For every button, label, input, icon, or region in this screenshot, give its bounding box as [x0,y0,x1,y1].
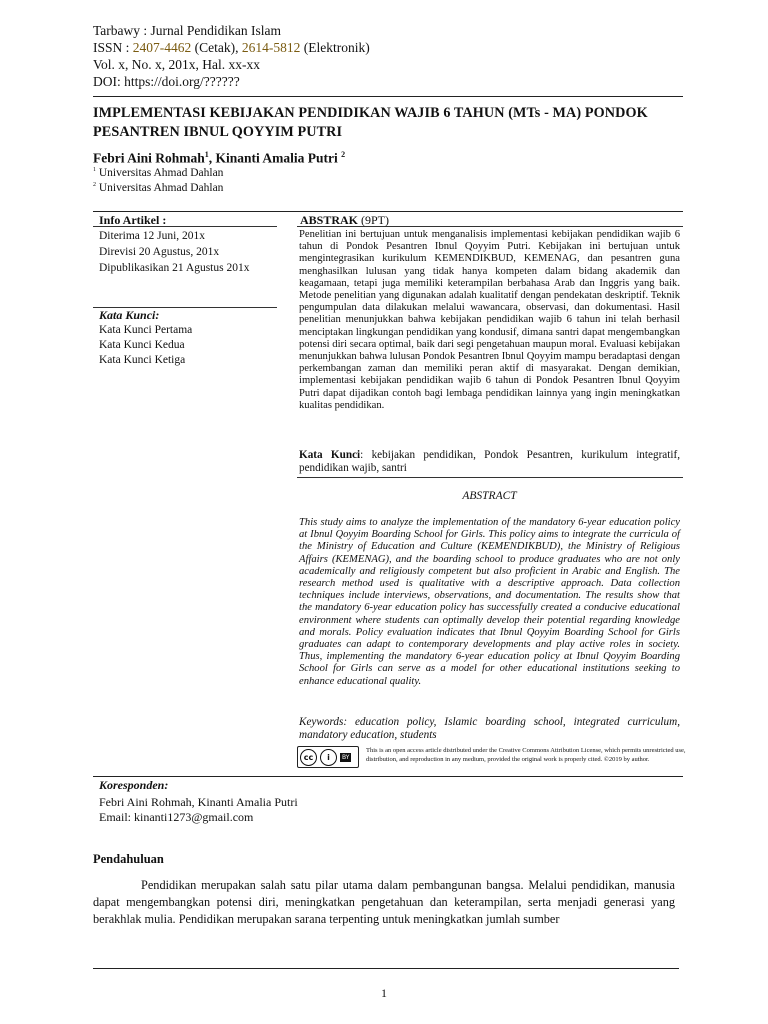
abstrak-heading-note: (9PT) [358,213,390,227]
affiliation-2 [93,182,223,194]
info-bottom-rule [93,776,683,777]
intro-paragraph: Pendidikan merupakan salah satu pilar utama dalam pembangunan bangsa. Melalui pendidikan, manusia dapat mengembangkan potensi diri, meningkatkan pengetahuan dan keterampilan, serta menjadi generasi yang berakhlak mulia. Pendidikan merupakan sarana terpenting untuk meningkatkan jumlah sumber [93,878,675,926]
abstract-keywords: Keywords: education policy, Islamic boarding school, integrated curriculum, mandatory education, students [299,716,680,741]
cc-by-badge[interactable] [297,746,359,768]
abstrak-keywords [299,449,680,475]
abstrak-heading-line [300,213,389,228]
journal-header [93,22,370,90]
abstrak-bottom-rule [297,477,683,478]
issn-label: ISSN : [93,40,133,55]
affiliation-2-sup: 2 [93,182,96,189]
abstract-heading: ABSTRACT [462,490,517,502]
journal-name: Tarbawy : Jurnal Pendidikan Islam [93,23,282,38]
correspondent-names: Febri Aini Rohmah, Kinanti Amalia Putri [99,795,298,809]
issn-online-note: (Elektronik) [300,40,370,55]
issn-online: 2614-5812 [241,40,301,55]
keyword-2: Kata Kunci Kedua [99,339,185,351]
header-rule [93,96,683,97]
paper-title: IMPLEMENTASI KEBIJAKAN PENDIDIKAN WAJIB 6 TAHUN (MTs - MA) PONDOK PESANTREN IBNUL QOYYIM PUTRI [93,105,648,140]
license-text: This is an open access article distributed under the Creative Commons Attribution License, which permits unrestricted use, distribution, and reproduction in any medium, provided the original work is properly cited. ©2019 by author. [366,747,686,763]
affiliation-1-text: Universitas Ahmad Dahlan [96,167,224,179]
authors-line [93,150,345,167]
by-label: BY [342,753,350,761]
received-date: Diterima 12 Juni, 201x [99,230,206,242]
issn-line [93,39,370,56]
keyword-3: Kata Kunci Ketiga [99,354,186,366]
author-1-sup: 1 [204,150,209,159]
affiliation-1 [93,167,223,179]
page-number: 1 [381,986,387,1000]
correspondent-heading: Koresponden: [99,778,169,792]
info-top-rule [93,211,683,212]
revised-date: Direvisi 20 Agustus, 201x [99,246,220,258]
author-2-sup: 2 [341,150,346,159]
footer-rule [93,968,679,969]
author-1: Febri Aini Rohmah [93,150,205,166]
keyword-1: Kata Kunci Pertama [99,324,193,336]
abstrak-kw-label: Kata Kunci [299,449,361,461]
affiliation-1-sup: 1 [93,167,96,174]
intro-heading: Pendahuluan [93,852,164,866]
affiliation-2-text: Universitas Ahmad Dahlan [96,182,224,194]
volume-line: Vol. x, No. x, 201x, Hal. xx-xx [93,57,260,72]
issn-print-note: (Cetak), [191,40,242,55]
abstrak-heading: ABSTRAK [300,213,359,227]
abstrak-text: Penelitian ini bertujuan untuk menganalisis implementasi kebijakan pendidikan wajib 6 tahun di Pondok Pesantren Ibnul Qoyyim Putri. Kebijakan ini bertujuan untuk mengintegrasikan kurikulum KEMENDIKBUD, KEMENAG, dan pesantren guna menghasilkan lulusan yang tidak hanya kompeten dalam bidang akademik dan keagamaan, tetapi juga memiliki keterampilan berbahasa Arab dan Inggris yang baik. Metode penelitian yang digunakan adalah kualitatif dengan pendekatan deskriptif. Teknik pengumpulan data dilakukan melalui wawancara, observasi, dan dokumentasi. Hasil penelitian menunjukkan bahwa kebijakan pendidikan wajib 6 tahun ini telah berhasil menciptakan lingkungan pendidikan yang kondusif, dimana santri dapat mengembangkan potensi diri secara optimal, baik dari segi pengetahuan maupun moral. Evaluasi kebijakan menunjukkan bahwa lulusan Pondok Pesantren Ibnul Qoyyim mampu beradaptasi dengan perkembangan zaman dan memiliki peran aktif di masyarakat. Dengan demikian, implementasi kebijakan pendidikan wajib 6 tahun di Pondok Pesantren Ibnul Qoyyim Putri dapat dijadikan contoh bagi lembaga pendidikan lainnya yang ingin meningkatkan kualitas pendidikan. [299,229,681,411]
issn-print: 2407-4462 [132,40,192,55]
info-heading: Info Artikel : [99,213,167,227]
published-date: Dipublikasikan 21 Agustus 201x [99,262,250,274]
abstrak-kw-text: : kebijakan pendidikan, Pondok Pesantren, kurikulum integratif, pendidikan wajib, santri [299,449,681,474]
keywords-heading: Kata Kunci: [99,308,160,322]
person-icon: i [320,749,337,766]
correspondent-email[interactable]: Email: kinanti1273@gmail.com [99,810,254,824]
cc-icon: cc [300,749,317,766]
author-sep: , Kinanti Amalia Putri [208,150,342,166]
doi-line[interactable]: DOI: https://doi.org/?????? [93,74,240,89]
abstract-text: This study aims to analyze the implementation of the mandatory 6-year education policy at Ibnul Qoyyim Boarding School for Girls. This policy aims to integrate the curricula of the Ministry of Education and Culture (KEMENDIKBUD), the Ministry of Religious Affairs (KEMENAG), and the boarding school to produce graduates who are not only academically and religiously competent but also proficient in Arabic and English. The research method used is qualitative with a descriptive approach. Data collection techniques include interviews, observations, and documentation. The results show that the mandatory 6-year education policy has successfully created a conducive educational environment where students can optimally develop their potential regarding knowledge and morals. Policy evaluation indicates that Ibnul Qoyyim Boarding School for Girls graduates can adapt to contemporary developments and play active roles in society. Thus, implementing the mandatory 6-year education policy at Ibnul Qoyyim Boarding School for Girls can serve as a model for other educational institutions seeking to enhance educational quality. [299,517,680,687]
